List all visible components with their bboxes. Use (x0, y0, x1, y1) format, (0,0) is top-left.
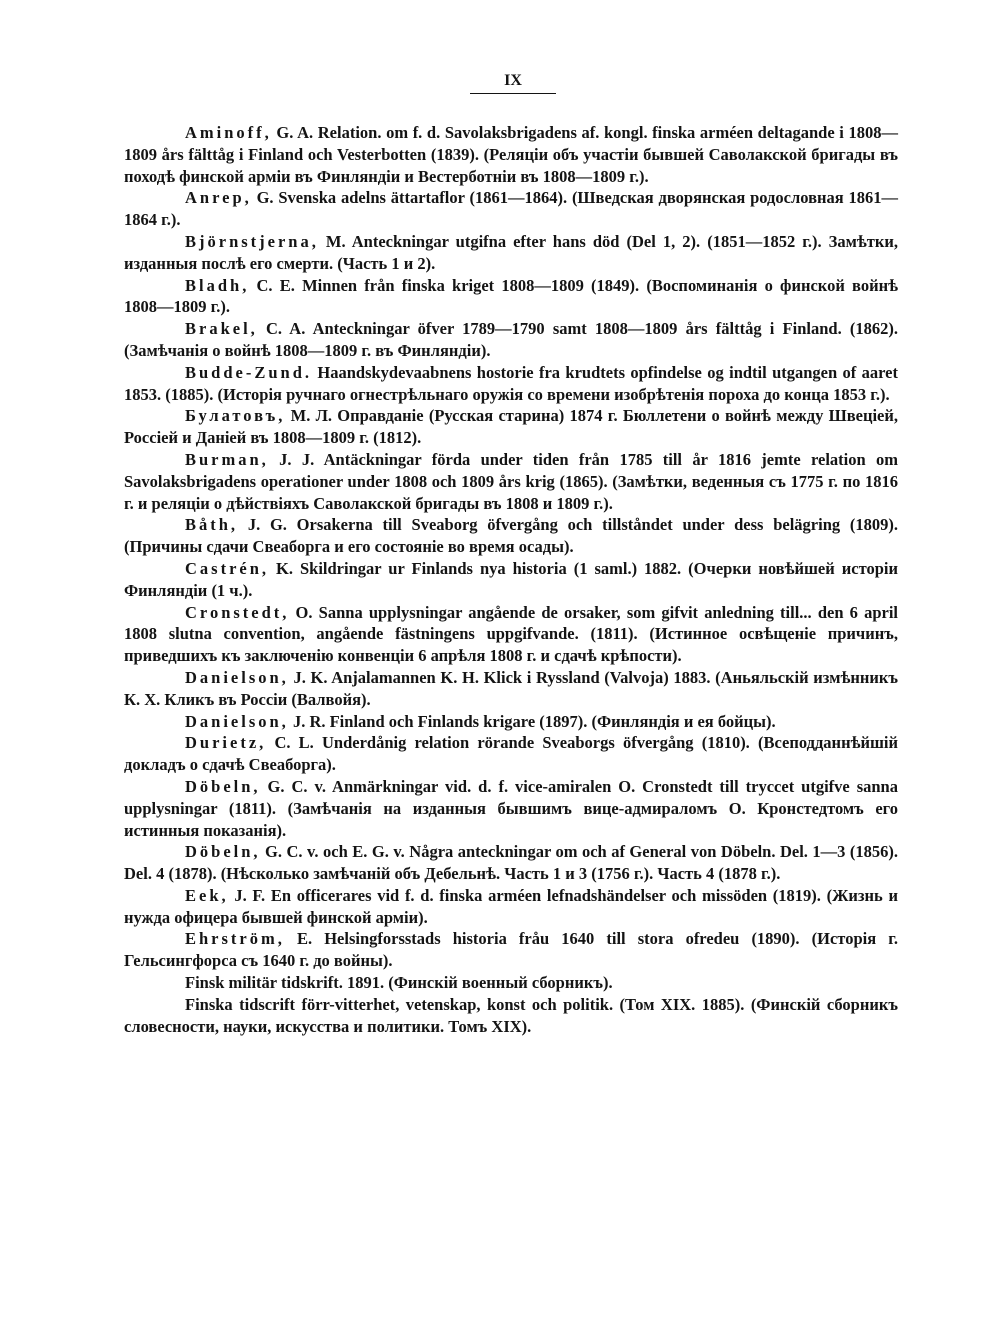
entry-text: J. G. Orsakerna till Sveaborg öfvergång och tillståndet under dess belägring (1809). (Причины сдачи Свеаборга и его состояніе во время осады). (124, 515, 898, 557)
entry-author: Björnstjerna, (185, 231, 319, 251)
bibliography-entry (124, 187, 898, 231)
bibliography-entry (124, 514, 898, 558)
entry-author: Durietz, (185, 733, 267, 753)
entry-author: Cronstedt, (185, 602, 290, 622)
entry-author: Döbeln, (185, 842, 261, 862)
entry-text: O. Sanna upplysningar angående de orsaker, som gifvit anledning till... den 6 april 1808 slutna convention, angående fästningens uppgifvande. (1811). (Истинное освѣщеніе причинъ, приведшихъ къ заключенію конвенціи 6 апрѣля 1808 г. и сдачѣ крѣпости). (124, 602, 898, 666)
bibliography-entry (124, 732, 898, 776)
entry-text: J. K. Anjalamannen K. H. Klick i Ryssland (Valvoja) 1883. (Аньяльскій измѣнникъ К. Х. Кликъ въ Россіи (Валвойя). (124, 667, 898, 709)
bibliography-list (124, 122, 898, 1037)
bibliography-entry (124, 231, 898, 275)
entry-author: Danielson, (185, 711, 289, 731)
entry-text: М. Л. Оправданіе (Русская старина) 1874 г. Бюллетени о войнѣ между Швеціей, Россіей и Даніей въ 1808—1809 г. (1812). (124, 406, 898, 448)
bibliography-entry (124, 122, 898, 187)
bibliography-entry (124, 928, 898, 972)
entry-text: C. L. Underdånig relation rörande Sveaborgs öfvergång (1810). (Всеподданнѣйшій докладъ о сдачѣ Свеаборга). (124, 733, 898, 775)
page-number: IX (470, 72, 556, 94)
entry-text: G. C. v. Anmärkningar vid. d. f. vice-amiralen O. Cronstedt till tryccet utgifve sanna upplysningar (1811). (Замѣчанія на изданныя бывшимъ вице-адмираломъ О. Кронстедтомъ его истинныя показанія). (124, 776, 898, 840)
bibliography-entry (124, 994, 898, 1038)
entry-text: J. F. En officerares vid f. d. finska arméen lefnadshändelser och missöden (1819). (Жизнь и нужда офицера бывшей финской арміи). (124, 885, 898, 927)
bibliography-entry (124, 318, 898, 362)
bibliography-entry (124, 885, 898, 929)
entry-text: M. Anteckningar utgifna efter hans död (Del 1, 2). (1851—1852 г.). Замѣтки, изданныя послѣ его смерти. (Часть 1 и 2). (124, 231, 898, 273)
bibliography-entry (124, 449, 898, 514)
bibliography-entry (124, 841, 898, 885)
entry-author: Båth, (185, 515, 239, 535)
entry-text: Finska tidscrift förr-vitterhet, vetenskap, konst och politik. (Том XIX. 1885). (Финскій сборникъ словесности, науки, искусства и политики. Томъ XIX). (124, 994, 898, 1036)
entry-text: Haandskydevaabnens hostorie fra krudtets opfindelse og indtil utgangen of aaret 1853. (1885). (Исторія ручнаго огнестрѣльнаго оружія со времени изобрѣтенія пороха до конца 1853 г.). (124, 362, 898, 404)
entry-author: Brakel, (185, 319, 258, 339)
entry-author: Budde-Zund. (185, 362, 313, 382)
bibliography-entry (124, 972, 898, 994)
entry-text: G. C. v. och E. G. v. Några anteckningar om och af General von Döbeln. Del. 1—3 (1856). Del. 4 (1878). (Нѣсколько замѣчаній объ Дебельнѣ. Часть 1 и 3 (1756 г.). Часть 4 (1878 г.). (124, 842, 898, 884)
entry-author: Ehrström, (185, 929, 285, 949)
entry-text: J. R. Finland och Finlands krigare (1897). (Финляндія и ея бойцы). (288, 711, 776, 731)
entry-author: Anrep, (185, 188, 252, 208)
entry-author: Döbeln, (185, 776, 261, 796)
bibliography-entry (124, 711, 898, 733)
entry-author: Burman, (185, 449, 269, 469)
bibliography-entry (124, 558, 898, 602)
entry-text: C. E. Minnen från finska kriget 1808—1809 (1849). (Воспоминанія о финской войнѣ 1808—1809 г.). (124, 275, 898, 317)
bibliography-entry (124, 776, 898, 841)
entry-author: Castrén, (185, 558, 270, 578)
bibliography-entry (124, 667, 898, 711)
entry-text: K. Skildringar ur Finlands nya historia (1 saml.) 1882. (Очерки новѣйшей исторіи Финляндіи (1 ч.). (124, 558, 898, 600)
entry-author: Булатовъ, (185, 406, 286, 426)
entry-text: J. J. Antäckningar förda under tiden från 1785 till år 1816 jemte relation om Savolaksbrigadens operationer under 1808 och 1809 års krig (1865). (Замѣтки, веденныя съ 1775 г. по 1816 г. и реляціи о дѣйствіяхъ Саволакской бригады въ 1808 и 1809 г.). (124, 449, 898, 513)
entry-author: Danielson, (185, 667, 289, 687)
bibliography-entry (124, 405, 898, 449)
entry-text: G. A. Relation. om f. d. Savolaksbrigadens af. kongl. finska arméen deltagande i 1808—1809 års fälttåg i Finland och Vesterbotten (1839). (Реляціи объ участіи бывшей Саволакской бригады въ походѣ финской арміи въ Финляндіи и Вестерботніи въ 1808—1809 г.). (124, 123, 898, 186)
entry-text: Finsk militär tidskrift. 1891. (Финскій военный сборникъ). (185, 973, 613, 993)
entry-author: Eek, (185, 885, 229, 905)
entry-author: Aminoff, (185, 123, 272, 142)
bibliography-entry (124, 275, 898, 319)
entry-text: E. Helsingforsstads historia fråu 1640 till stora ofredeu (1890). (Исторія г. Гельсингфорса съ 1640 г. до войны). (124, 929, 898, 971)
entry-author: Bladh, (185, 275, 250, 295)
entry-text: G. Svenska adelns ättartaflor (1861—1864). (Шведская дворянская родословная 1861—1864 г.). (124, 188, 898, 230)
bibliography-entry (124, 362, 898, 406)
bibliography-entry (124, 602, 898, 667)
entry-text: C. A. Anteckningar öfver 1789—1790 samt 1808—1809 års fälttåg i Finland. (1862). (Замѣчанія о войнѣ 1808—1809 г. въ Финляндіи). (124, 319, 898, 360)
